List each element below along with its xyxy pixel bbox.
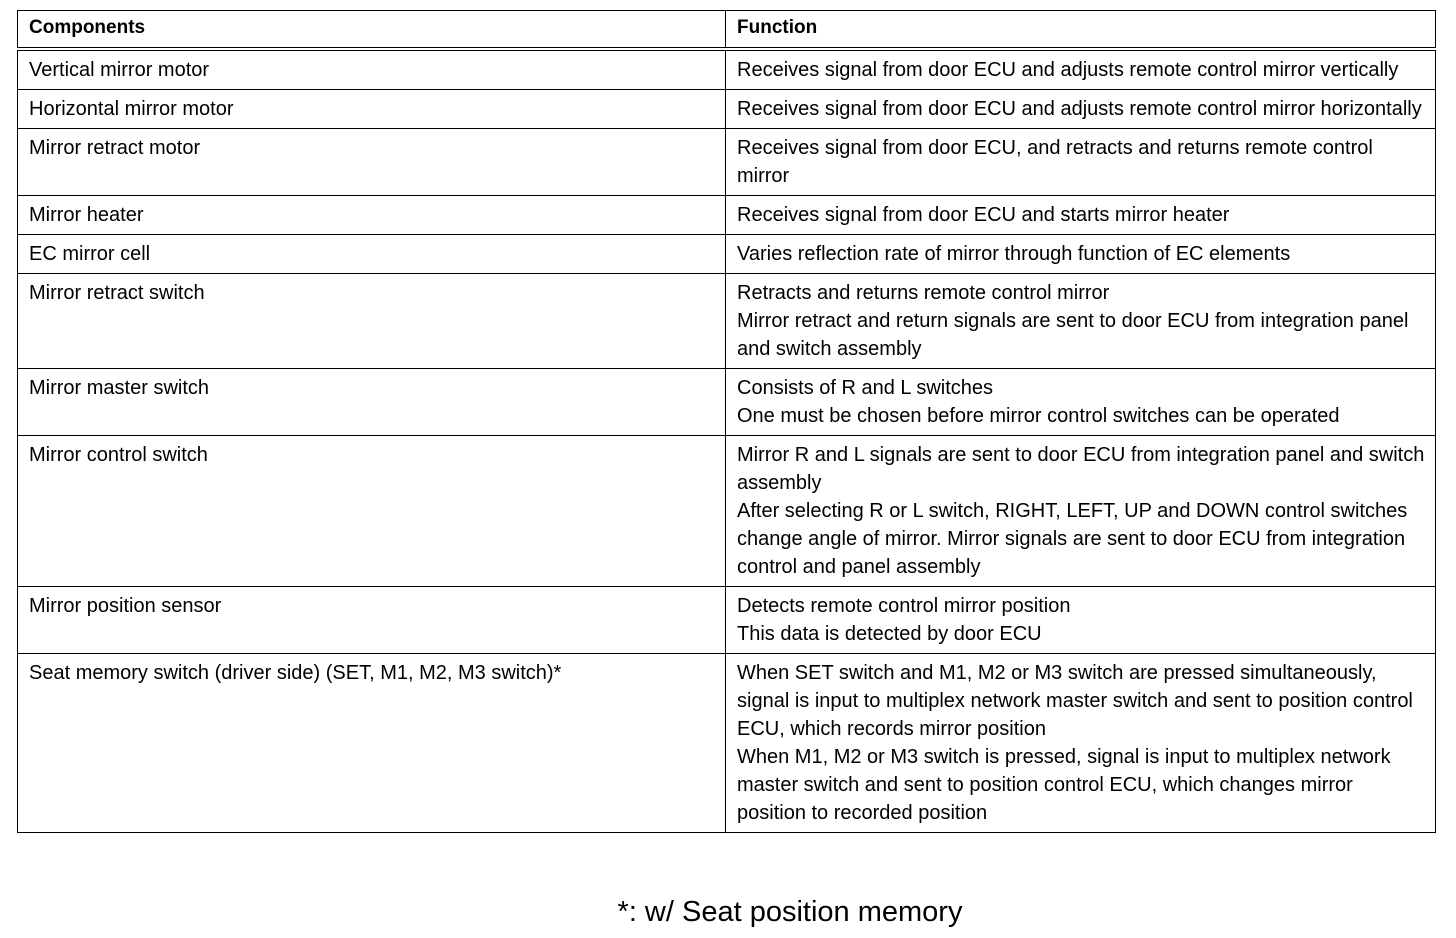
function-line: Mirror retract and return signals are sent to door ECU from integration panel and switch assembly	[737, 310, 1409, 360]
table-row	[18, 587, 1436, 654]
component-cell: Seat memory switch (driver side) (SET, M1, M2, M3 switch)*	[18, 654, 726, 833]
function-line: This data is detected by door ECU	[737, 623, 1042, 645]
function-line: Receives signal from door ECU, and retracts and returns remote control mirror	[737, 137, 1373, 187]
table-row	[18, 369, 1436, 436]
table-row	[18, 436, 1436, 587]
component-cell: EC mirror cell	[18, 235, 726, 274]
component-cell: Mirror control switch	[18, 436, 726, 587]
header-components: Components	[18, 11, 726, 50]
function-line: Receives signal from door ECU and adjusts remote control mirror horizontally	[737, 98, 1422, 120]
function-cell	[726, 90, 1436, 129]
table-body	[18, 49, 1436, 833]
function-line: Detects remote control mirror position	[737, 595, 1071, 617]
function-cell	[726, 587, 1436, 654]
component-cell: Mirror master switch	[18, 369, 726, 436]
component-cell: Mirror heater	[18, 196, 726, 235]
function-cell	[726, 274, 1436, 369]
function-cell	[726, 654, 1436, 833]
function-line: When M1, M2 or M3 switch is pressed, signal is input to multiplex network master switch and sent to position control ECU, which changes mirror position to recorded position	[737, 746, 1391, 824]
function-cell	[726, 235, 1436, 274]
components-table-container	[17, 10, 1435, 833]
function-line: Varies reflection rate of mirror through function of EC elements	[737, 243, 1291, 265]
component-cell: Mirror retract switch	[18, 274, 726, 369]
function-line: Mirror R and L signals are sent to door ECU from integration panel and switch assembly	[737, 444, 1425, 494]
function-cell	[726, 369, 1436, 436]
function-line: When SET switch and M1, M2 or M3 switch are pressed simultaneously, signal is input to multiplex network master switch and sent to position control ECU, which records mirror position	[737, 662, 1413, 740]
table-row	[18, 235, 1436, 274]
function-line: Retracts and returns remote control mirror	[737, 282, 1110, 304]
table-row	[18, 129, 1436, 196]
table-row	[18, 49, 1436, 90]
function-line: Receives signal from door ECU and starts mirror heater	[737, 204, 1230, 226]
header-function: Function	[726, 11, 1436, 50]
table-header-row	[18, 11, 1436, 50]
function-cell	[726, 436, 1436, 587]
function-cell	[726, 49, 1436, 90]
function-cell	[726, 129, 1436, 196]
component-cell: Horizontal mirror motor	[18, 90, 726, 129]
function-line: Receives signal from door ECU and adjusts remote control mirror vertically	[737, 59, 1399, 81]
function-cell	[726, 196, 1436, 235]
component-cell: Mirror retract motor	[18, 129, 726, 196]
footnote: *: w/ Seat position memory	[617, 896, 963, 928]
function-line: One must be chosen before mirror control switches can be operated	[737, 405, 1340, 427]
table-row	[18, 654, 1436, 833]
function-line: Consists of R and L switches	[737, 377, 994, 399]
table-row	[18, 274, 1436, 369]
component-cell: Mirror position sensor	[18, 587, 726, 654]
function-line: After selecting R or L switch, RIGHT, LEFT, UP and DOWN control switches change angle of mirror. Mirror signals are sent to door ECU from integration control and panel assembly	[737, 500, 1408, 578]
components-function-table	[17, 10, 1436, 833]
table-row	[18, 90, 1436, 129]
component-cell: Vertical mirror motor	[18, 49, 726, 90]
table-row	[18, 196, 1436, 235]
